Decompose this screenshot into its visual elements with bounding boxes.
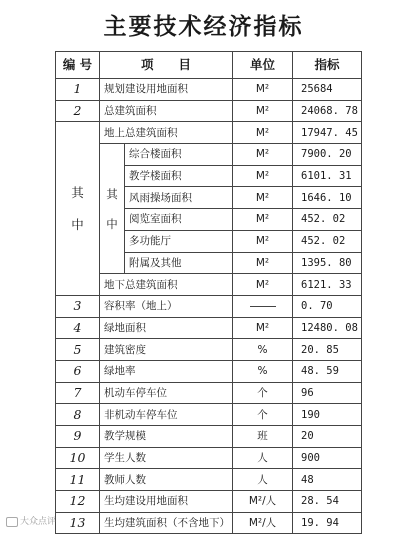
row-value: 1646. 10 [293, 187, 362, 209]
header-item: 项 目 [100, 52, 233, 79]
row-value: 96 [293, 382, 362, 404]
page-title: 主要技术经济指标 [103, 14, 304, 40]
row-unit: 个 [233, 382, 293, 404]
row-number: 2 [56, 100, 100, 122]
table-row [56, 447, 362, 469]
row-label: 地上总建筑面积 [100, 122, 233, 144]
row-unit: M² [233, 144, 293, 166]
row-unit: M² [233, 209, 293, 231]
row-value: 20 [293, 426, 362, 448]
row-value: 452. 02 [293, 230, 362, 252]
table-row [56, 122, 362, 144]
row-unit: 班 [233, 426, 293, 448]
sub-group-label-cell [100, 144, 125, 274]
row-value: 48 [293, 469, 362, 491]
row-value: 48. 59 [293, 360, 362, 382]
row-number: 6 [56, 360, 100, 382]
row-number: 8 [56, 404, 100, 426]
row-unit: M²/人 [233, 512, 293, 534]
row-number: 12 [56, 491, 100, 513]
row-label: 建筑密度 [100, 339, 233, 361]
camera-icon [6, 517, 18, 527]
row-value: 190 [293, 404, 362, 426]
row-value: 1395. 80 [293, 252, 362, 274]
table-row [56, 339, 362, 361]
row-label: 教师人数 [100, 469, 233, 491]
group-label-char: 中 [71, 216, 84, 232]
row-label: 绿地率 [100, 360, 233, 382]
table-row [56, 317, 362, 339]
row-label: 综合楼面积 [125, 144, 233, 166]
row-value: 6121. 33 [293, 274, 362, 296]
row-unit: % [233, 339, 293, 361]
row-unit [233, 295, 293, 317]
row-value: 452. 02 [293, 209, 362, 231]
row-unit: M² [233, 122, 293, 144]
row-label: 非机动车停车位 [100, 404, 233, 426]
row-unit: M² [233, 230, 293, 252]
row-unit: M² [233, 274, 293, 296]
row-unit: M² [233, 187, 293, 209]
row-unit: M²/人 [233, 491, 293, 513]
table-row [56, 382, 362, 404]
row-number: 10 [56, 447, 100, 469]
group-label-char: 其 [71, 184, 84, 200]
row-unit: M² [233, 317, 293, 339]
row-value: 19. 94 [293, 512, 362, 534]
row-value: 6101. 31 [293, 165, 362, 187]
row-value: 17947. 45 [293, 122, 362, 144]
row-label: 生均建筑面积（不含地下） [100, 512, 233, 534]
row-number: 1 [56, 79, 100, 101]
row-label: 规划建设用地面积 [100, 79, 233, 101]
row-label: 多功能厅 [125, 230, 233, 252]
table-row [56, 274, 362, 296]
row-label: 风雨操场面积 [125, 187, 233, 209]
row-label: 机动车停车位 [100, 382, 233, 404]
row-number: 4 [56, 317, 100, 339]
row-number: 13 [56, 512, 100, 534]
table-row [56, 491, 362, 513]
table-row [56, 469, 362, 491]
row-unit: M² [233, 100, 293, 122]
table-row [56, 100, 362, 122]
header-value: 指标 [293, 52, 362, 79]
table-row [56, 404, 362, 426]
table-row [56, 295, 362, 317]
table-row [56, 144, 362, 166]
row-value: 20. 85 [293, 339, 362, 361]
row-label: 容积率（地上） [100, 295, 233, 317]
row-label: 地下总建筑面积 [100, 274, 233, 296]
row-value: 7900. 20 [293, 144, 362, 166]
row-label: 教学楼面积 [125, 165, 233, 187]
row-unit: 人 [233, 447, 293, 469]
row-value: 0. 70 [293, 295, 362, 317]
row-value: 24068. 78 [293, 100, 362, 122]
row-value: 900 [293, 447, 362, 469]
row-unit: 个 [233, 404, 293, 426]
table-header-row [56, 52, 362, 79]
row-label: 教学规模 [100, 426, 233, 448]
row-unit: 人 [233, 469, 293, 491]
row-value: 12480. 08 [293, 317, 362, 339]
row-number: 7 [56, 382, 100, 404]
table-row [56, 79, 362, 101]
sub-group-label-char: 中 [106, 216, 118, 231]
row-label: 绿地面积 [100, 317, 233, 339]
group-label-cell [56, 122, 100, 296]
row-unit: M² [233, 165, 293, 187]
watermark-text: 大众点评 [20, 517, 57, 527]
watermark [6, 514, 56, 527]
sub-group-label-char: 其 [106, 186, 118, 201]
table-row [56, 360, 362, 382]
row-number: 3 [56, 295, 100, 317]
row-number: 5 [56, 339, 100, 361]
row-label: 阅览室面积 [125, 209, 233, 231]
row-number: 11 [56, 469, 100, 491]
row-unit: M² [233, 252, 293, 274]
row-value: 28. 54 [293, 491, 362, 513]
row-unit: % [233, 360, 293, 382]
indicator-table [55, 51, 362, 534]
row-label: 生均建设用地面积 [100, 491, 233, 513]
header-no: 编 号 [56, 52, 100, 79]
row-unit: M² [233, 79, 293, 101]
dash-mark [250, 306, 276, 307]
header-unit: 单位 [233, 52, 293, 79]
row-label: 附属及其他 [125, 252, 233, 274]
row-label: 总建筑面积 [100, 100, 233, 122]
table-row [56, 426, 362, 448]
row-value: 25684 [293, 79, 362, 101]
row-label: 学生人数 [100, 447, 233, 469]
row-number: 9 [56, 426, 100, 448]
